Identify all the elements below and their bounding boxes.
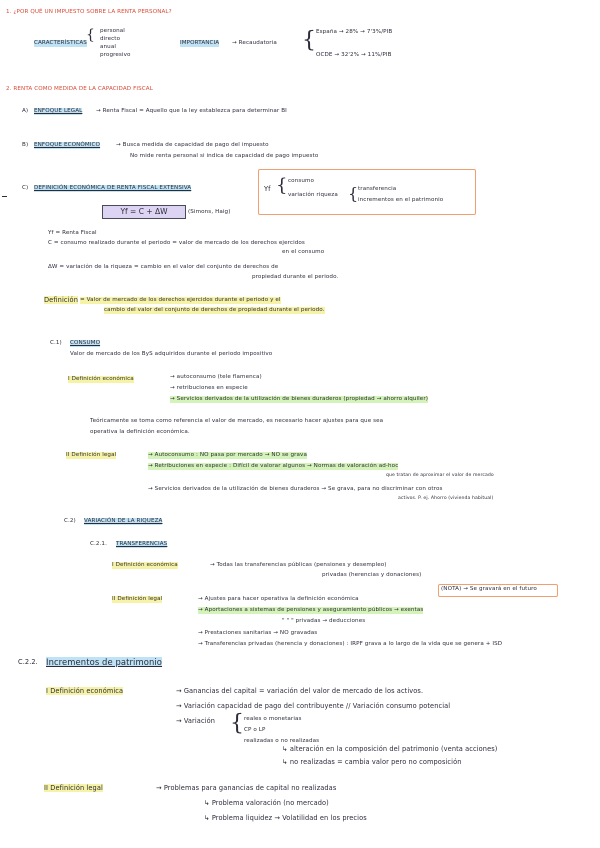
c21-legal-label: II Definición legal xyxy=(112,596,163,602)
c21-legal-aportaciones: → Aportaciones a sistemas de pensiones y aseguramiento públicos → exentas xyxy=(198,607,424,613)
c22-no-realizadas: ↳ no realizadas = cambia valor pero no composición xyxy=(282,758,462,766)
margin-mark xyxy=(2,196,7,197)
c1-legal-label: II Definición legal xyxy=(66,452,117,458)
c22-ganancias: → Ganancias del capital = variación del valor de mercado de los activos. xyxy=(176,687,424,695)
a-prefix: A) xyxy=(22,108,29,114)
recaudatoria-text: → Recaudatoria xyxy=(232,40,277,46)
definicion-line1: = Valor de mercado de los derechos ejercidos durante el periodo y el xyxy=(80,297,281,303)
formula-box: Yf = C + ΔW xyxy=(102,205,186,219)
def-c-line2: en el consumo xyxy=(282,249,325,255)
box-brace-2: { xyxy=(348,184,359,203)
c1-legal-servicios-2: activos. P. ej. Ahorro (vivienda habitual) xyxy=(398,496,494,501)
c1-legal-autoconsumo: → Autoconsumo : NO pasa por mercado → NO se grava xyxy=(148,452,307,458)
c1-legal-servicios: → Servicios derivados de la utilización de bienes duraderos → Se grava, para no discriminar con otros xyxy=(148,486,443,492)
box-variacion: variación riqueza xyxy=(288,192,338,198)
c1-teorico-2: operativa la definición económica. xyxy=(90,429,190,435)
c21-label: TRANSFERENCIAS xyxy=(116,541,168,547)
c21-prefix: C.2.1. xyxy=(90,541,107,547)
c1-teorico-1: Teóricamente se toma como referencia el valor de mercado, es necesario hacer ajustes para que sea xyxy=(90,418,384,424)
def-c-line1: C = consumo realizado durante el periodo = valor de mercado de los derechos ejercidos xyxy=(48,240,305,246)
c21-econ-label: I Definición económica xyxy=(112,562,178,568)
def-yf: Yf = Renta Fiscal xyxy=(48,230,97,236)
c1-econ-label: I Definición económica xyxy=(68,376,134,382)
caracteristica-directo: directo xyxy=(100,36,121,42)
c1-econ-item-2: → retribuciones en especie xyxy=(170,385,248,391)
c1-legal-retribuciones-2: que tratan de aproximar el valor de mercado xyxy=(386,473,494,478)
c1-econ-item-3: → Servicios derivados de la utilización de bienes duraderos (propiedad → ahorro alquiler) xyxy=(170,396,429,402)
c22-label: Incrementos de patrimonio xyxy=(46,657,163,667)
simons-haig: (Simons, Haig) xyxy=(188,209,231,215)
c2-label: VARIACIÓN DE LA RIQUEZA xyxy=(84,518,163,524)
c22-cp-lp: CP o LP xyxy=(244,727,266,733)
enfoque-economico-label: ENFOQUE ECONÓMICO xyxy=(34,142,101,148)
nota-text: (NOTA) → Se gravará en el futuro xyxy=(441,586,537,592)
c22-alteracion: ↳ alteración en la composición del patrimonio (venta acciones) xyxy=(282,745,498,753)
c22-variacion-cap: → Variación capacidad de pago del contribuyente // Variación consumo potencial xyxy=(176,702,451,710)
b-prefix: B) xyxy=(22,142,29,148)
c2-prefix: C.2) xyxy=(64,518,76,524)
c22-legal-label: II Definición legal xyxy=(44,784,103,792)
c22-realizadas: realizadas o no realizadas xyxy=(244,738,320,744)
c22-variacion: → Variación xyxy=(176,717,216,725)
c1-intro: Valor de mercado de los ByS adquiridos durante el periodo impositivo xyxy=(70,351,273,357)
box-consumo: consumo xyxy=(288,178,315,184)
definicion-economica-label: DEFINICIÓN ECONÓMICA DE RENTA FISCAL EXTENSIVA xyxy=(34,185,192,191)
c21-legal-sanitarias: → Prestaciones sanitarias → NO gravadas xyxy=(198,630,318,636)
c22-prefix: C.2.2. xyxy=(18,658,38,666)
c22-problemas: → Problemas para ganancias de capital no realizadas xyxy=(156,784,337,792)
enfoque-economico-text2: No mide renta personal si indica de capacidad de pago impuesto xyxy=(130,153,319,159)
importancia-brace: { xyxy=(302,28,316,53)
caracteristicas-label: CARACTERÍSTICAS xyxy=(34,40,87,46)
c21-legal-ditto: " " " privadas → deducciones xyxy=(282,618,366,624)
c-prefix: C) xyxy=(22,185,29,191)
c21-econ-text: → Todas las transferencias públicas (pensiones y desempleo) xyxy=(210,562,387,568)
importancia-label: IMPORTANCIA xyxy=(180,40,220,46)
c1-legal-retribuciones: → Retribuciones en especie : Difícil de valorar algunos → Normas de valoración ad-hoc xyxy=(148,463,399,469)
box-incrementos: incrementos en el patrimonio xyxy=(358,197,444,203)
enfoque-legal-label: ENFOQUE LEGAL xyxy=(34,108,83,114)
c21-legal-ajustes: → Ajustes para hacer operativa la definición económica xyxy=(198,596,359,602)
section2-title: 2. RENTA COMO MEDIDA DE LA CAPACIDAD FISCAL xyxy=(6,86,153,92)
c22-valoracion: ↳ Problema valoración (no mercado) xyxy=(204,799,329,807)
caracteristica-personal: personal xyxy=(100,28,125,34)
c1-label: CONSUMO xyxy=(70,340,101,346)
espana-text: España → 28% → 7'3%/PIB xyxy=(316,29,393,35)
definicion-label: Definición xyxy=(44,296,78,304)
caracteristica-anual: anual xyxy=(100,44,117,50)
box-brace-1: { xyxy=(276,175,288,196)
c1-prefix: C.1) xyxy=(50,340,62,346)
box-yf: Yf xyxy=(264,185,271,193)
caracteristica-progresivo: progresivo xyxy=(100,52,131,58)
c21-econ-text-2: privadas (herencias y donaciones) xyxy=(322,572,422,578)
definicion-line2: cambio del valor del conjunto de derechos de propiedad durante el periodo. xyxy=(104,307,325,313)
c22-econ-label: I Definición económica xyxy=(46,687,124,695)
c21-legal-transferencias: → Transferencias privadas (herencia y donaciones) : IRPF grava a lo largo de la vida que se genera + ISD xyxy=(198,641,503,647)
def-w-line2: propiedad durante el periodo. xyxy=(252,274,339,280)
caracteristicas-brace: { xyxy=(86,27,95,43)
section1-title: 1. ¿POR QUÉ UN IMPUESTO SOBRE LA RENTA PERSONAL? xyxy=(6,9,172,15)
box-transferencia: transferencia xyxy=(358,186,397,192)
c22-reales: reales o monetarias xyxy=(244,716,302,722)
enfoque-economico-text1: → Busca medida de capacidad de pago del impuesto xyxy=(116,142,269,148)
def-w-line1: ΔW = variación de la riqueza = cambio en el valor del conjunto de derechos de xyxy=(48,264,279,270)
c22-liquidez: ↳ Problema liquidez → Volatilidad en los precios xyxy=(204,814,367,822)
c1-econ-item-1: → autoconsumo (tele flamenca) xyxy=(170,374,262,380)
c22-variacion-brace: { xyxy=(230,711,244,736)
enfoque-legal-text: → Renta Fiscal = Aquello que la ley establezca para determinar BI xyxy=(96,108,287,114)
ocde-text: OCDE → 32'2% → 11%/PIB xyxy=(316,52,392,58)
